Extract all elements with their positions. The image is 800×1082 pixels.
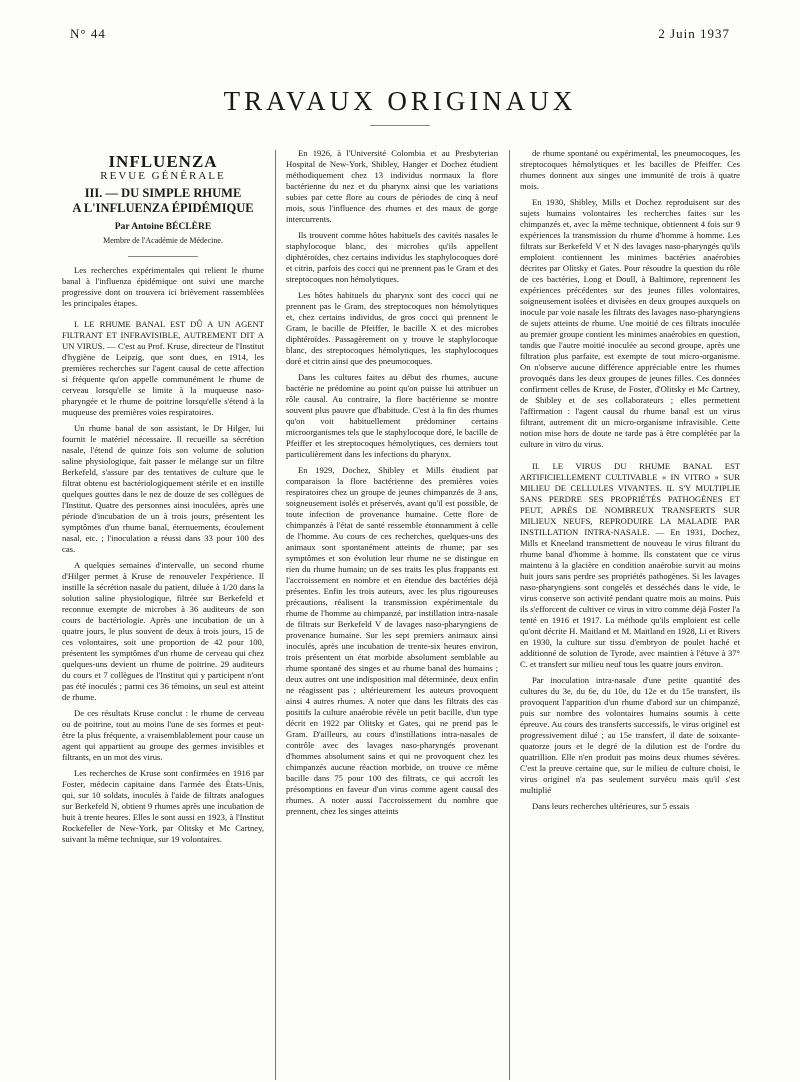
paragraph: En 1926, à l'Université Colombia et au Presbyterian Hospital de New-York, Shibley, Hanger et Dochez étudient méthodiquement chez 13 individus normaux la flore bactérienne du nez et du pharynx ainsi que les variations subies par cette flore au cours de périodes de cinq à neuf mois, sous l'influence des rhumes et des maux de gorge intercurrents. — [286, 148, 498, 224]
running-header — [70, 26, 730, 46]
column-divider-2 — [509, 150, 510, 1080]
paragraph: De ces résultats Kruse conclut : le rhume de cerveau ou de poitrine, tout au moins l'une de ses formes et peut-être la plus fréquente, a vraisemblablement pour cause un agent qui appartient au groupe des germes invisibles et filtrants, en un mot des virus. — [62, 708, 264, 762]
paragraph: Les recherches de Kruse sont confirmées en 1916 par Foster, médecin capitaine dans l'armée des États-Unis, qui, sur 10 soldats, inoculés à l'aide de filtrats analogues sur Berkefeld N, obtient 9 rhumes après une incubation de huit à trente heures. Elles le sont aussi en 1923, à l'Institut Rockefeller de New-York, par Olitsky et Mc Cartney, suivant la même technique, sur 19 volontaires. — [62, 768, 264, 844]
paragraph: Ils trouvent comme hôtes habituels des cavités nasales le staphylocoque blanc, des microbes qu'ils appellent diphtéroïdes, chez certains individus les staphylocoques doré et citrin, parfois des cocci qui ne prennent pas le Gram et des streptocoques non hémolytiques. — [286, 230, 498, 284]
paragraph: A quelques semaines d'intervalle, un second rhume d'Hilger permet à Kruse de renouveler l'expérience. Il instille la sécrétion nasale du patient, diluée à 1/20 dans la solution saline physiologique, filtrée sur Berkefeld et reconnue exempte de microbes à 36 auditeurs de son cours de bactériologie. Après une incubation de un à quatre jours, le plus souvent de deux à trois jours, 15 de ces volontaires, soit une proportion de 42 pour 100, présentent les symptômes d'un rhume de cerveau qui chez quelques-uns devient un rhume de poitrine. 29 auditeurs du cours et 7 collègues de l'Institut qui y participent n'ont pas été inoculés ; parmi ces 36 témoins, un seul est atteint de rhume. — [62, 560, 264, 702]
column-3 — [520, 148, 740, 817]
section-title: TRAVAUX ORIGINAUX — [223, 86, 577, 116]
paragraph: de rhume spontané ou expérimental, les pneumocoques, les streptocoques hémolytiques et les bacilles de Pfeiffer. Ces rhumes donnent aux singes une immunité de trois à quatre mois. — [520, 148, 740, 191]
issue-number: N° 44 — [70, 26, 106, 41]
article-title: INFLUENZA — [108, 152, 218, 171]
section-title-rule — [370, 125, 430, 126]
title-separator — [128, 256, 198, 257]
article-part-line-1: III. — DU SIMPLE RHUME — [84, 186, 242, 200]
paragraph: Dans leurs recherches ultérieures, sur 5 essais — [532, 801, 690, 811]
paragraph: En 1930, Shibley, Mills et Dochez reproduisent sur des sujets humains volontaires les recherches faites sur les chimpanzés et, avec la même technique, obtiennent 4 fois sur 9 expériences la transmission du rhume d'homme à homme. Les filtrats sur Berkefeld V et N des lavages naso-pharyngés qu'ils emploient contiennent les minimes bactéries anaérobies décrites par Olitsky et Gates. Pour résoudre la question du rôle de ces bactéries, Long et Doull, à Baltimore, reprennent les expériences précédentes sur des jeunes filles volontaires, soigneusement isolées et divisées en deux groupes auxquels on inocule par voie nasale les filtrats des lavages naso-pharyngiens de sujets atteints de rhume. Une moitié de ces filtrats inoculée au premier groupe contient les minimes anaérobies en question, tandis que l'autre moitié inoculée au second groupe, après une filtration plus parfaite, est exempte de tout micro-organisme. On n'observe aucune différence appréciable entre les rhumes provoqués dans les deux groupes de jeunes filles. Ces données confirment celles de Kruse, de Foster, d'Olitsky et Mc Cartney, de Shibley et de ses collaborateurs ; elles permettent l'affirmation : l'agent causal du rhume banal est un virus filtrant, autrement dit un micro-organisme infravisible. Cette notion mise hors de doute ne tarde pas à être complétée par la culture in vitro du virus. — [520, 197, 740, 449]
paragraph: Un rhume banal de son assistant, le Dr Hilger, lui fournit le matériel nécessaire. Il recueille sa sécrétion nasale, l'étend de quinze fois son volume de solution saline physiologique, fait passer le mélange sur un filtre Berkefeld, s'assure par des tentatives de culture que le filtrat obtenu est bactériologiquement stérile et en instille quelques gouttes dans le nez de douze de ses collègues de l'Institut. Quatre des personnes ainsi inoculées, après une période d'incubation de un à trois jours, présentent les symptômes d'un rhume banal, éternuements, écoulement nasal, etc. ; l'inoculation a réussi dans 33 pour 100 des cas. — [62, 423, 264, 554]
paragraph: En 1929, Dochez, Shibley et Mills étudient par comparaison la flore bactérienne des premières voies respiratoires chez un groupe de jeunes chimpanzés de 3 ans, soigneusement isolés et préservés, avant qu'il est possible, de toute infection de provenance humaine. Cette flore de chimpanzés à l'état de santé ressemble étonnamment à celle de l'homme. Au cours de ces recherches, quelques-uns des animaux sont spontanément atteints de rhume; par ses symptômes et son évolution leur rhume ne se distingue en rien du rhume humain; un de ses traits les plus frappants est l'accroissement en nombre et en étendue des bactéries déjà présentes. Enfin les trois auteurs, avec les plus rigoureuses précautions, réalisent la transmission expérimentale du rhume de l'homme au chimpanzé, par instillation intra-nasale de filtrats sur Berkefeld V de lavages naso-pharyngiens de provenance humaine. Sur les sept premiers animaux ainsi inoculés, après une incubation de trente-six heures environ, trois présentent un état morbide absolument semblable au rhume spontané des singes et au rhume banal des humains ; deux autres ont une indisposition mal déterminée, deux enfin ne réagissent pas ; ultérieurement les auteurs provoquent ainsi 4 autres rhumes. A noter que dans les filtrats des cas positifs la culture anaérobie révèle un petit bacille, d'un type décrit en 1922 par Olitsky et Gates, qui ne prend pas le Gram. D'ailleurs, au cours d'instillations intra-nasales de contrôle avec des lavages naso-pharyngés provenant d'hommes absolument sains et qui ne provoquent chez les chimpanzés aucune réaction morbide, on trouve ce même bacille dans 75 pour 100 des filtrats, ce qui accroît les présomptions en faveur d'un virus comme agent causal des rhumes. A noter aussi l'accroissement du nombre que prennent, chez les singes atteints — [286, 465, 498, 816]
article-subtitle: REVUE GÉNÉRALE — [100, 170, 226, 182]
issue-date: 2 Juin 1937 — [658, 26, 730, 41]
article-part-line-2: A L'INFLUENZA ÉPIDÉMIQUE — [72, 201, 254, 215]
article-author: Par Antoine BÉCLÈRE — [114, 222, 212, 232]
paragraph: Dans les cultures faites au début des rhumes, aucune bactérie ne prédomine au point qu'on puisse lui attribuer un rôle causal. Au contraire, la flore bactérienne se montre souvent plus pauvre que d'habitude. C'est à la fin des rhumes qu'on voit habituellement prédominer certains microorganismes tels que le staphylocoque doré, le bacille de Pfeiffer et les streptocoques hémolytiques, ces derniers tout particulièrement dans les infections du pharynx. — [286, 372, 498, 459]
paragraph: Les recherches expérimentales qui relient le rhume banal à l'influenza épidémique ont suivi une marche progressive dont on trouvera ici brièvement rassemblées les principales étapes. — [62, 265, 264, 308]
paragraph: Par inoculation intra-nasale d'une petite quantité des cultures du 3e, du 6e, du 10e, du 12e et du 15e transfert, ils provoquent l'apparition d'un rhume d'abord sur un chimpanzé, puis sur nombre des volontaires humains soumis à cette épreuve. Au cours des transferts successifs, le virus originel est progressivement dilué ; au 15e transfert, il date de soixante-quatorze jours et le degré de la dilution est de l'ordre du quatrillion. Elle n'en produit pas moins deux rhumes sévères. C'est la preuve certaine que, sur le milieu de culture choisi, le virus originel n'a pas seulement survécu mais qu'il s'est multiplié — [520, 675, 740, 795]
column-divider-1 — [275, 150, 276, 1080]
column-1 — [62, 148, 264, 850]
paragraph: II. LE VIRUS DU RHUME BANAL EST ARTIFICIELLEMENT CULTIVABLE « IN VITRO » SUR MILIEU DE CELLULES VIVANTES. IL S'Y MULTIPLIE SANS PERDRE SES PROPRIÉTÉS PATHOGÈNES ET PEUT, APRÈS DE NOMBREUX TRANSFERTS SUR MILIEUX NEUFS, REPRODUIRE LA MALADIE PAR INSTILLATION INTRA-NASALE. — En 1931, Dochez, Mills et Kneeland transmettent de nouveau le virus filtrant du rhume banal d'homme à homme. Ils constatent que ce virus maintenu à la glacière en condition anaérobie survit au moins huit jours sans perdre ses propriétés pathogènes. Si les lavages naso-pharyngiens sont congelés et desséchés dans le vide, le virus conserve son activité pendant quatre mois au moins. Puis ils s'efforcent de cultiver ce virus in vitro comme déjà Foster l'a tenté en 1916 et 1917. La méthode qu'ils emploient est celle qu'ont décrite H. Maitland et M. Maitland en 1928, Li et Rivers en 1930, la culture sur tissu d'embryon de poulet haché et additionné de solution de Tyrode, avec maintien à l'étuve à 37° C. et transfert sur milieu neuf tous les quatre jours environ. — [520, 461, 740, 669]
paragraph: Les hôtes habituels du pharynx sont des cocci qui ne prennent pas le Gram, des streptocoques non hémolytiques et, chez certains individus, de gros cocci qui prennent le Gram, le bacille de Pfeiffer, le bacille X et des microbes diphtéroïdes. Passagèrement on y trouve le staphylocoque blanc, des streptocoques hémolytiques, les staphylocoques doré et citrin ainsi que des pneumocoques. — [286, 290, 498, 366]
column-2 — [286, 148, 498, 822]
article-part-title — [62, 186, 264, 216]
author-affiliation: Membre de l'Académie de Médecine. — [103, 236, 223, 245]
paragraph: I. LE RHUME BANAL EST DÛ A UN AGENT FILTRANT ET INFRAVISIBLE, AUTREMENT DIT A UN VIRUS. — C'est au Prof. Kruse, directeur de l'Institut d'hygiène de Leipzig, que sont dues, en 1914, les premières recherches sur l'agent causal de cette affection si fréquente qu'on appelle communément le rhume de cerveau lorsqu'elle se limite à la muqueuse naso-pharyngée et le rhume de poitrine lorsqu'elle s'étend à la muqueuse des premières voies respiratoires. — [62, 319, 264, 417]
